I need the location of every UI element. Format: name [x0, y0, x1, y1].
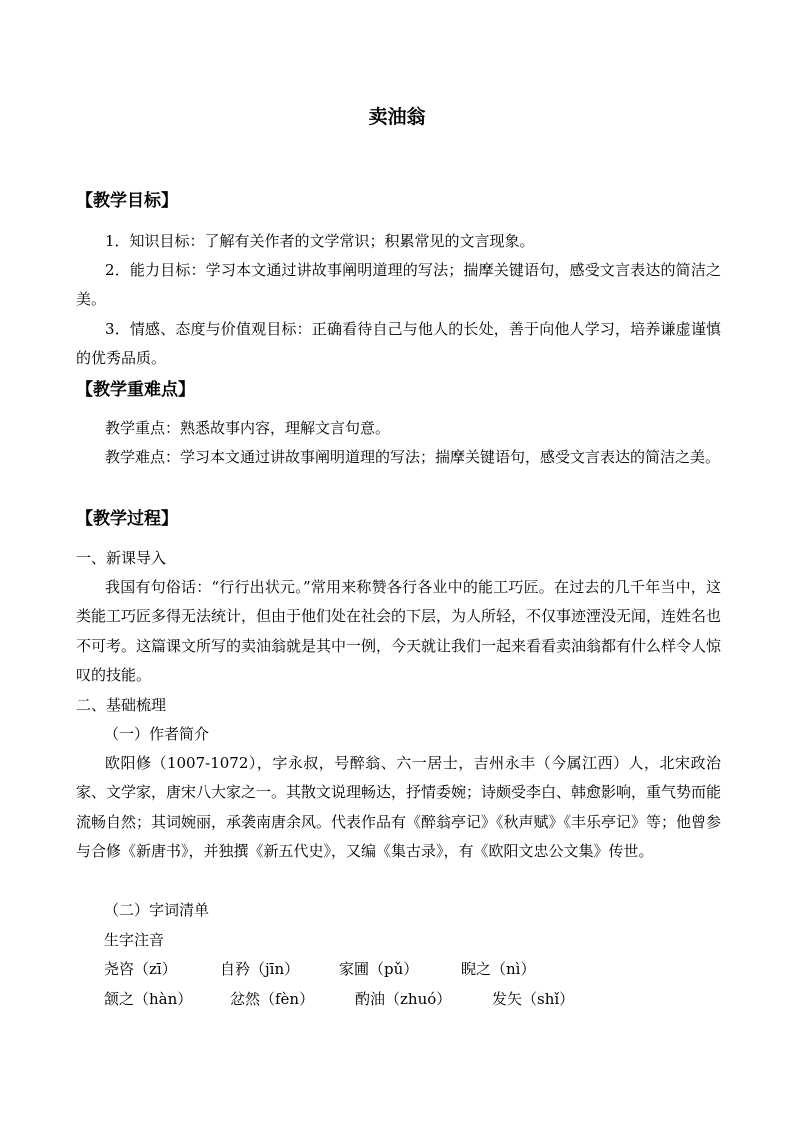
part-title-basics: 二、基础梳理 [76, 696, 167, 714]
goal-knowledge: 1．知识目标：了解有关作者的文学常识；积累常见的文言现象。 [105, 232, 535, 250]
vocab-item: 睨之（nì） [461, 960, 536, 978]
vocabulary-label: 生字注音 [104, 931, 165, 949]
vocab-item: 发矢（shǐ） [492, 990, 575, 1008]
introduction-text: 我国有句俗话：“行行出状元。”常用来称赞各行各业中的能工巧匠。在过去的几千年当中，这类能工巧匠多得无法统计，但由于他们处在社会的下层，为人所轻，不仅事迹湮没无闻，连姓名也不可考。这篇课文所写的卖油翁就是其中一例，今天就让我们一起来看看卖油翁都有什么样令人惊叹的技能。 [76, 578, 722, 685]
part-title-introduction: 一、新课导入 [76, 549, 167, 567]
section-heading-teaching-goals: 【教学目标】 [76, 191, 178, 211]
subsection-title-author: （一）作者简介 [104, 725, 210, 743]
section-heading-teaching-process: 【教学过程】 [76, 509, 178, 529]
vocab-item: 自矜（jīn） [220, 960, 300, 978]
author-intro-text: 欧阳修（1007-1072），字永叔，号醉翁、六一居士，吉州永丰（今属江西）人，北宋政治家、文学家，唐宋八大家之一。其散文说理畅达，抒情委婉；诗颇受李白、韩愈影响，重气势而能流畅自然；其词婉丽，承袭南唐余风。代表作品有《醉翁亭记》《秋声赋》《丰乐亭记》等；他曾参与合修《新唐书》，并独撰《新五代史》，又编《集古录》，有《欧阳文忠公文集》传世。 [76, 754, 722, 861]
vocab-item: 尧咨（zī） [104, 960, 177, 978]
goal-emotion: 3．情感、态度与价值观目标：正确看待自己与他人的长处，善于向他人学习，培养谦虚谨慎的优秀品质。 [76, 320, 721, 368]
goal-ability: 2．能力目标：学习本文通过讲故事阐明道理的写法；揣摩关键语句，感受文言表达的简洁之美。 [76, 261, 721, 309]
vocab-item: 颔之（hàn） [104, 990, 193, 1008]
vocab-item: 酌油（zhuó） [355, 990, 452, 1008]
vocab-item: 家圃（pǔ） [339, 960, 419, 978]
vocab-item: 忿然（fèn） [230, 990, 315, 1008]
document-title: 卖油翁 [368, 106, 426, 128]
section-heading-key-difficult-points: 【教学重难点】 [76, 380, 195, 400]
key-point: 教学重点：熟悉故事内容，理解文言句意。 [105, 419, 391, 437]
difficult-point: 教学难点：学习本文通过讲故事阐明道理的写法；揣摩关键语句，感受文言表达的简洁之美。 [105, 448, 721, 466]
subsection-title-vocabulary: （二）字词清单 [104, 901, 210, 919]
